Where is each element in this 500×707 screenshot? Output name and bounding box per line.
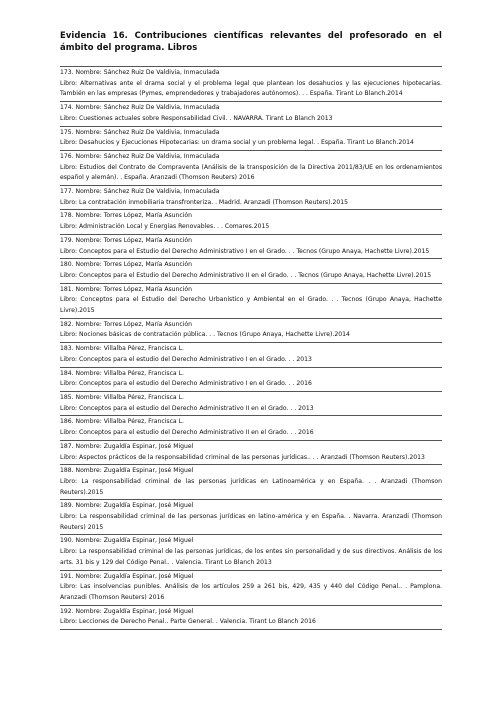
entry-author: 182. Nombre: Torres López, María Asunción	[60, 320, 193, 328]
list-item	[60, 210, 442, 234]
entry-author: 181. Nombre: Torres López, María Asunción	[60, 285, 193, 293]
entry-book: Libro: Desahucios y Ejecuciones Hipotecarias: un drama social y un problema legal. . España. Tirant Lo Blanch.2014	[60, 139, 414, 147]
list-item	[60, 235, 442, 259]
list-item	[60, 319, 442, 343]
entry-book: Libro: Aspectos prácticos de la responsabilidad criminal de las personas jurídicas.. . . Aranzadi (Thomson Reuters).2013	[60, 453, 425, 461]
entry-author: 180. Nombre: Torres López, María Asunción	[60, 261, 193, 269]
list-item	[60, 500, 442, 535]
entry-book: Libro: Conceptos para el estudio del Derecho Administrativo I en el Grado. . . 2013	[60, 355, 312, 363]
entry-author: 177. Nombre: Sánchez Ruiz De Valdivia, Inmaculada	[60, 188, 220, 196]
entry-book: Libro: Alternativas ante el drama social y el problema legal que plantean los desahucios y las ejecuciones hipotecarias. También en las empresas (Pymes, emprendedores y trabajadores autónomos). . . España. Tirant Lo Blanch.2014	[60, 79, 442, 98]
list-item	[60, 465, 442, 500]
list-item	[60, 416, 442, 440]
list-item	[60, 441, 442, 465]
page-title: Evidencia 16. Contribuciones científicas relevantes del profesorado en el ámbito del programa. Libros	[60, 30, 442, 52]
entry-author: 173. Nombre: Sánchez Ruiz De Valdivia, Inmaculada	[60, 69, 220, 76]
list-item	[60, 67, 442, 102]
entry-book: Libro: Las insolvencias punibles. Análisis de los artículos 259 a 261 bis, 429, 435 y 440 del Código Penal.. . Pamplona. Aranzadi (Thomson Reuters) 2016	[60, 583, 442, 601]
entry-author: 176. Nombre: Sánchez Ruiz De Valdivia, Inmaculada	[60, 152, 220, 160]
list-item	[60, 571, 442, 606]
list-item	[60, 535, 442, 570]
document-page	[60, 30, 442, 630]
entry-book: Libro: La responsabilidad criminal de las personas jurídicas, de los entes sin personalidad y de sus directivos. Análisis de los arts. 31 bis y 129 del Código Penal.. . Valencia. Tirant Lo Blanch 2013	[60, 548, 442, 566]
entry-book: Libro: Nociones básicas de contratación pública. . . Tecnos (Grupo Anaya, Hachette Livre).2014	[60, 331, 350, 339]
entry-author: 184. Nombre: Villalba Pérez, Francisca L.	[60, 369, 184, 377]
entry-book: Libro: Cuestiones actuales sobre Responsabilidad Civil. . NAVARRA. Tirant Lo Blanch 2013	[60, 114, 333, 122]
entry-book: Libro: Estudios del Contrato de Compraventa (Análisis de la transposición de la Directiva 2011/83/UE en los ordenamientos español y alemán). . España. Aranzadi (Thomson Reuters) 2016	[60, 163, 442, 182]
entry-book: Libro: La contratación inmobiliaria transfronteriza. . Madrid. Aranzadi (Thomson Reuters).2015	[60, 198, 348, 206]
entry-author: 179. Nombre: Torres López, María Asunción	[60, 236, 193, 244]
entry-book: Libro: La responsabilidad criminal de las personas jurídicas en Latinoamérica y en España. . . Aranzadi (Thomson Reuters).2015	[60, 477, 442, 496]
list-item	[60, 151, 442, 186]
list-item	[60, 127, 442, 151]
entry-book: Libro: Conceptos para el estudio del Derecho Administrativo II en el Grado. . . 2016	[60, 429, 314, 437]
entry-author: 187. Nombre: Zugaldía Espinar, José Miguel	[60, 442, 194, 450]
entry-book: Libro: Conceptos para el estudio del Derecho Administrativo II en el Grado. . . 2013	[60, 404, 314, 412]
list-item	[60, 606, 442, 630]
list-item	[60, 186, 442, 210]
entry-author: 186. Nombre: Villalba Pérez, Francisca L.	[60, 418, 184, 426]
entry-author: 185. Nombre: Villalba Pérez, Francisca L.	[60, 393, 184, 401]
list-item	[60, 284, 442, 319]
entry-book: Libro: Conceptos para el estudio del Derecho Administrativo I en el Grado. . . 2016	[60, 380, 312, 388]
list-item	[60, 343, 442, 367]
entry-book: Libro: Conceptos para el Estudio del Derecho Administrativo II en el Grado. . . Tecnos (Grupo Anaya, Hachette Livre).2015	[60, 271, 432, 279]
list-item	[60, 259, 442, 283]
list-item	[60, 102, 442, 126]
entries-list	[60, 66, 442, 630]
entry-author: 188. Nombre: Zugaldía Espinar, José Miguel	[60, 467, 194, 475]
entry-author: 178. Nombre: Torres López, María Asunción	[60, 212, 193, 220]
entry-author: 190. Nombre: Zugaldía Espinar, José Miguel	[60, 537, 194, 545]
entry-author: 191. Nombre: Zugaldía Espinar, José Miguel	[60, 572, 194, 580]
entry-author: 192. Nombre: Zugaldía Espinar, José Miguel	[60, 607, 194, 615]
entry-author: 174. Nombre: Sánchez Ruiz De Valdivia, Inmaculada	[60, 104, 220, 112]
entry-book: Libro: Lecciones de Derecho Penal.. Parte General. . Valencia. Tirant Lo Blanch 2016	[60, 618, 316, 626]
list-item	[60, 368, 442, 392]
entry-book: Libro: La responsabilidad criminal de las personas jurídicas en latino-américa y en España. . Navarra. Aranzadi (Thomson Reuters) 2015	[60, 513, 442, 531]
entry-author: 175. Nombre: Sánchez Ruiz De Valdivia, Inmaculada	[60, 128, 220, 136]
entry-book: Libro: Conceptos para el Estudio del Derecho Urbanístico y Ambiental en el Grado. . . Tecnos (Grupo Anaya, Hachette Livre).2015	[60, 296, 442, 315]
entry-book: Libro: Administración Local y Energías Renovables. . . Comares.2015	[60, 223, 270, 231]
entry-author: 183. Nombre: Villalba Pérez, Francisca L.	[60, 345, 184, 353]
entry-book: Libro: Conceptos para el Estudio del Derecho Administrativo I en el Grado. . . Tecnos (Grupo Anaya, Hachette Livre).2015	[60, 247, 430, 255]
list-item	[60, 392, 442, 416]
entry-author: 189. Nombre: Zugaldía Espinar, José Miguel	[60, 502, 194, 510]
